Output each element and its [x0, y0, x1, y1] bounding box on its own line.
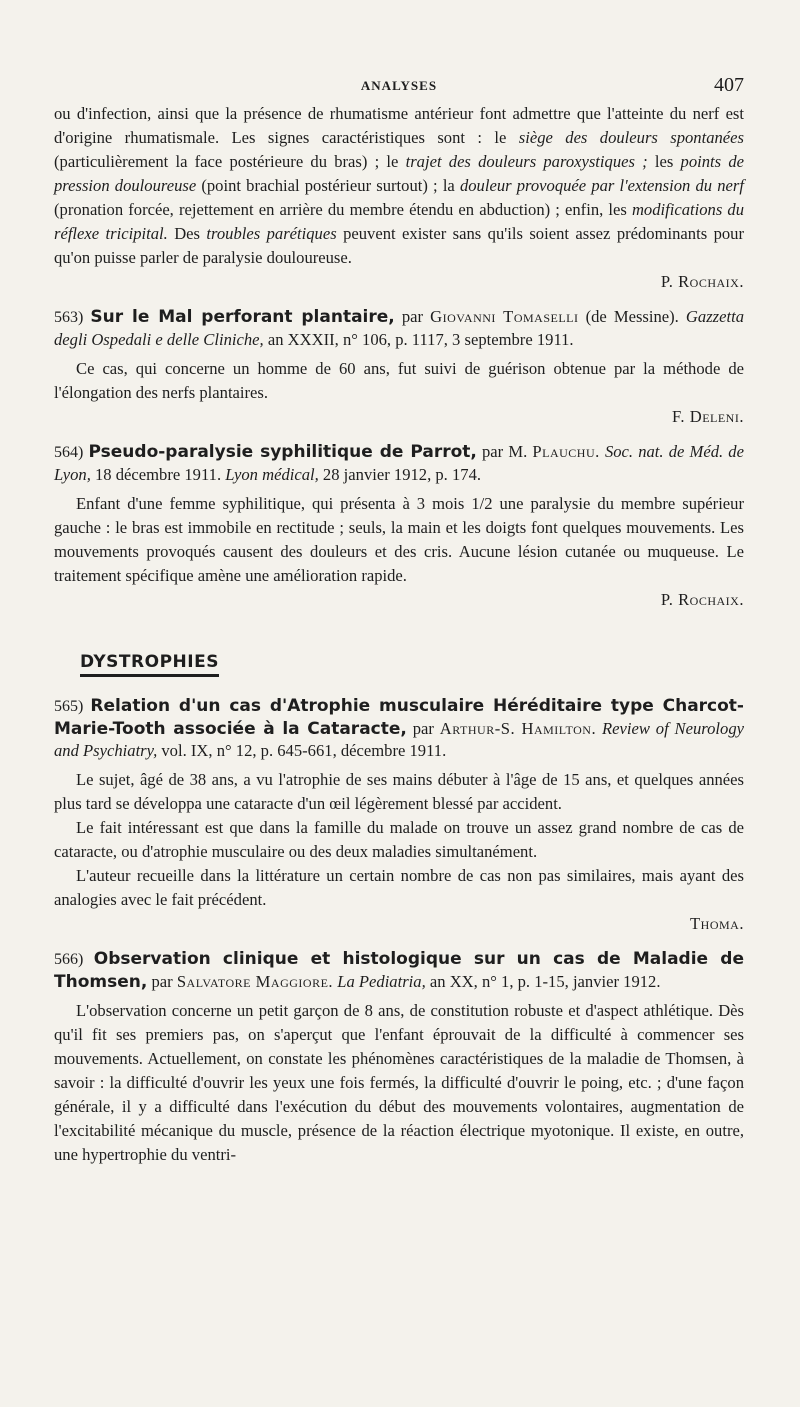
intro-italic: modifications du réflexe tricipital.	[54, 200, 744, 243]
intro-italic: trajet des douleurs paroxystiques ;	[405, 152, 648, 171]
entry-number: 563)	[54, 309, 84, 326]
abstract-entry-564	[54, 441, 744, 612]
intro-text: Des	[167, 224, 207, 243]
running-title: ANALYSES	[360, 78, 438, 93]
entry-title: Sur le Mal perforant plantaire,	[90, 307, 395, 327]
intro-italic: points de pression douloureuse	[54, 152, 744, 195]
entry-number: 564)	[54, 444, 84, 461]
entry-place: (de Messine).	[578, 307, 686, 326]
entry-authors: Plauchu.	[532, 442, 600, 461]
entry-journal: Review of Neurology and Psychiatry,	[54, 719, 744, 760]
entry-journal: Gazzetta degli Ospedali e delle Cliniche,	[54, 307, 744, 349]
page-number: 407	[714, 74, 744, 96]
page	[54, 74, 744, 1167]
entry-journal-2: Lyon médical,	[225, 465, 319, 484]
intro-text: les	[647, 152, 681, 171]
entry-body: L'auteur recueille dans la littérature un certain nombre de cas non pas similaires, mais ayant des analogies avec le fait précédent.	[54, 866, 744, 909]
entry-header	[54, 441, 744, 486]
entry-title: Relation d'un cas d'Atrophie musculaire Héréditaire type Charcot-Marie-Tooth associée à la Cataracte,	[54, 696, 744, 739]
intro-italic: siège des douleurs spontanées	[518, 128, 744, 147]
intro-text: (point brachial postérieur surtout) ; la	[196, 176, 460, 195]
entry-authors: Giovanni Tomaselli	[430, 307, 579, 326]
entry-body: Enfant d'une femme syphilitique, qui présenta à 3 mois 1/2 une paralysie du membre supérieur gauche : le bras est immobile en rectitude ; seuls, la main et les doigts font quelques mouvements. Les mouvements provoqués causent des douleurs et des cris. Aucune lésion cutanée ou muqueuse. Le traitement spécifique amène une amélioration rapide.	[54, 494, 744, 585]
intro-italic: douleur provoquée par l'extension du nerf	[459, 176, 744, 195]
entry-by: par	[406, 719, 440, 738]
entry-body: L'observation concerne un petit garçon de 8 ans, de constitution robuste et d'aspect athlétique. Dès qu'il fit ses premiers pas, on s'aperçut que l'enfant éprouvait de la difficulté à commencer ses mouvements. Actuellement, on constate les phénomènes caractéristiques de la maladie de Thomsen, à savoir : la difficulté d'ouvrir les yeux une fois fermés, la difficulté d'ouvrir le poing, etc. ; d'une façon générale, il y a difficulté dans l'exécution du début des mouvements volontaires, augmentation de l'excitabilité mécanique du muscle, présence de la réaction électrique myotonique. Il existe, en outre, une hypertrophie du ventri-	[54, 1001, 744, 1164]
entry-journal: Soc. nat. de Méd. de Lyon,	[54, 442, 744, 484]
entry-signature: P. Rochaix.	[660, 590, 744, 609]
abstract-entry-565	[54, 695, 744, 936]
abstract-entry-563	[54, 306, 744, 429]
intro-paragraph	[54, 102, 744, 270]
entry-title: Observation clinique et histologique sur un cas de Maladie de Thomsen,	[54, 949, 744, 992]
entry-reference: an XXXII, n° 106, p. 1117, 3 septembre 1911.	[263, 330, 574, 349]
entry-by: par	[147, 972, 177, 991]
entry-signature: Thoma.	[690, 914, 744, 933]
entry-reference: 18 décembre 1911.	[90, 465, 226, 484]
entry-authors: Salvatore Maggiore.	[176, 972, 334, 991]
entry-header	[54, 306, 744, 351]
entry-by: par	[394, 307, 431, 326]
entry-reference-2: 28 janvier 1912, p. 174.	[318, 465, 482, 484]
intro-text: ou d'infection, ainsi que la présence de rhumatisme antérieur font admettre que l'atteinte du nerf est d'origine rhumatismale. Les signes caractéristiques sont : le	[54, 104, 744, 147]
entry-number: 566)	[54, 951, 84, 968]
intro-text: (particulièrement la face postérieure du bras) ; le	[54, 152, 406, 171]
section-heading: DYSTROPHIES	[80, 652, 219, 677]
entry-body: Ce cas, qui concerne un homme de 60 ans, fut suivi de guérison obtenue par la méthode de l'élongation des nerfs plantaires.	[54, 359, 744, 402]
entry-header	[54, 695, 744, 762]
running-head	[54, 74, 744, 102]
intro-italic: troubles parétiques	[206, 224, 337, 243]
intro-text: (pronation forcée, rejettement en arrière du membre étendu en abduction) ; enfin, les	[54, 200, 632, 219]
entry-journal: La Pediatria,	[337, 972, 426, 991]
entry-authors: Arthur-S. Hamilton.	[439, 719, 597, 738]
intro-signature: P. Rochaix.	[660, 272, 744, 291]
entry-number: 565)	[54, 698, 84, 715]
entry-reference: an XX, n° 1, p. 1-15, janvier 1912.	[425, 972, 661, 991]
entry-body: Le fait intéressant est que dans la famille du malade on trouve un assez grand nombre de cas de cataracte, ou d'atrophie musculaire ou des deux maladies simultanément.	[54, 818, 744, 861]
entry-body: Le sujet, âgé de 38 ans, a vu l'atrophie de ses mains débuter à l'âge de 15 ans, et quelques années plus tard se développa une cataracte d'un œil légèrement blessé par accident.	[54, 770, 744, 813]
entry-header	[54, 948, 744, 993]
abstract-entry-566	[54, 948, 744, 1167]
entry-signature: F. Deleni.	[672, 407, 744, 426]
entry-by: par M.	[476, 442, 533, 461]
intro-text: peuvent exister sans qu'ils soient assez prédominants pour qu'on puisse parler de paralysie douloureuse.	[54, 224, 744, 267]
entry-reference: vol. IX, n° 12, p. 645-661, décembre 1911.	[157, 741, 447, 760]
entry-title: Pseudo-paralysie syphilitique de Parrot,	[88, 442, 477, 462]
